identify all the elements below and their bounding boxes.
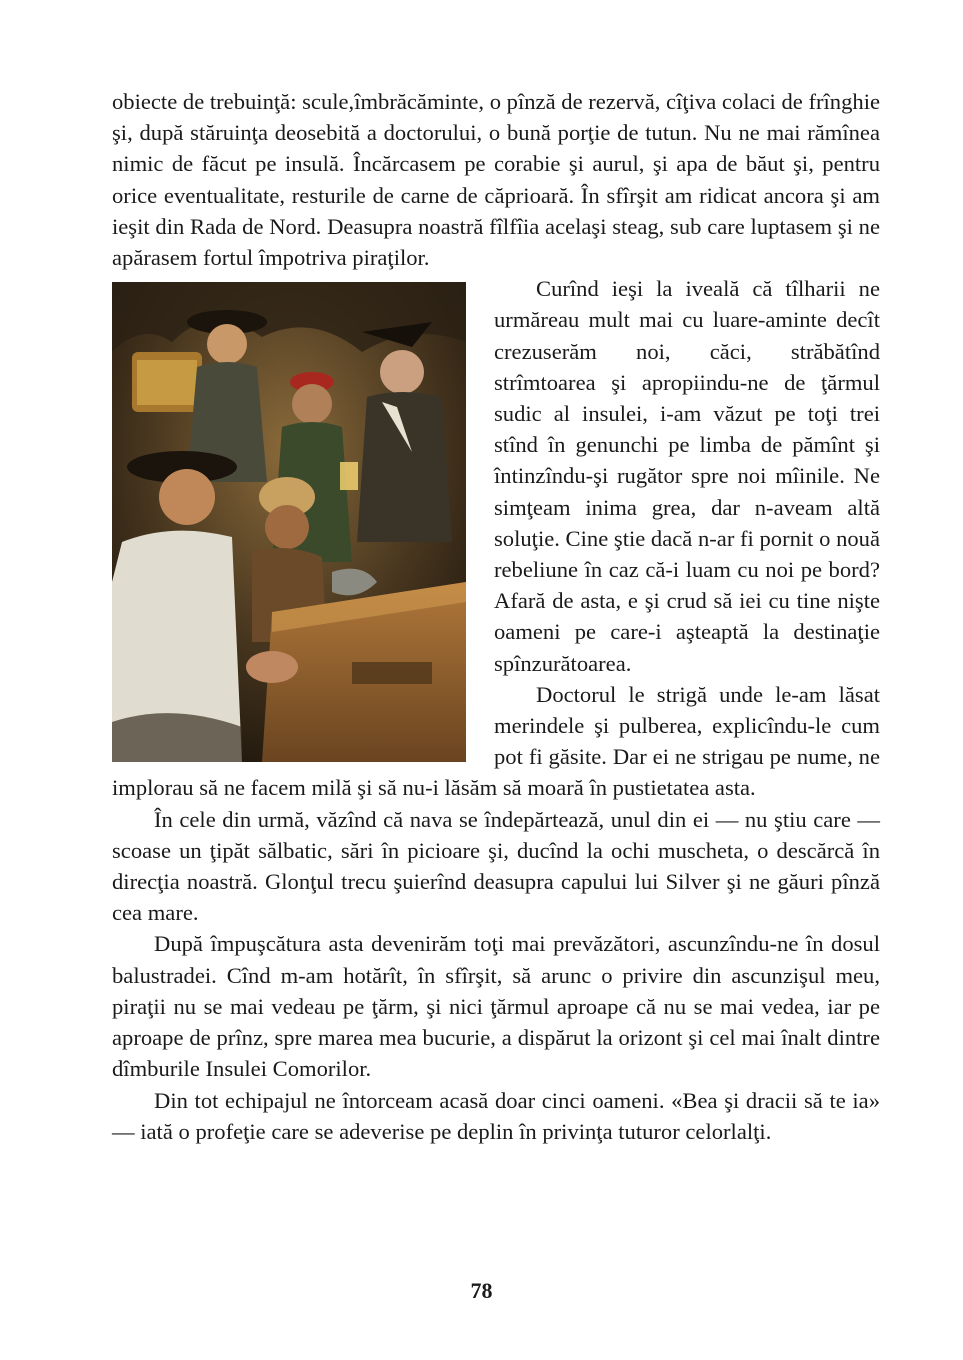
paragraph-3: Doctorul le strigă unde le-am lăsat merindele şi pulberea, explicîndu-le cum pot fi găsite. Dar ei ne strigau pe nume, ne implorau să ne facem milă şi să nu-i lăsăm să moară în pustietatea asta. (112, 681, 880, 801)
paragraph-4: În cele din urmă, văzînd că nava se îndepărtează, unul din ei — nu ştiu care — scoase un ţipăt sălbatic, sări în picioare şi, ducînd la ochi muscheta, o descărcă în direcţia noastră. Glonţul trecu şuierînd deasupra capului lui Silver şi ne găuri pînză cea mare. (112, 806, 880, 926)
paragraph-1: obiecte de trebuinţă: scule,îmbrăcăminte, o pînză de rezervă, cîţiva colaci de frînghie şi, după stăruinţa deosebită a doctorului, o bună porţie de tutun. Nu ne mai rămînea nimic de făcut pe insulă. Încărcasem pe corabie şi aurul, şi apa de băut şi, pentru orice eventualitate, resturile de carne de căprioară. În sfîrşit am ridicat ancora şi am ieşit din Rada de Nord. Deasupra noastră fîlfîia acelaşi steag, sub care luptasem şi ne apărasem fortul împotriva piraţilor. (112, 89, 880, 271)
body-text (112, 86, 880, 1147)
paragraph-5: După împuşcătura asta devenirăm toţi mai prevăzători, ascunzîndu-ne în dosul balustradei. Cînd m-am hotărît, în sfîrşit, să arunc o privire din ascunzişul meu, piraţii nu se mai vedeau pe ţărm, şi nici ţărmul aproape că nu se mai vedea, iar pe aproape de prînz, spre marea mea bucurie, a dispărut la orizont şi cel mai înalt dintre dîmburile Insulei Comorilor. (112, 931, 880, 1082)
page-number: 78 (470, 1278, 493, 1303)
paragraph-2: Curînd ieşi la iveală că tîlharii ne urmăreau mult mai cu luare-aminte decît crezuserăm noi, căci, străbătînd strîmtoarea şi apropiindu-ne de ţărmul sudic al insulei, i-am văzut pe toţi trei stînd în genunchi pe limba de pămînt şi întinzîndu-şi rugător spre noi mîinile. Ne simţeam inima grea, dar n-aveam altă soluţie. Cine ştie dacă n-ar fi pornit o nouă rebeliune în caz că-i luam cu noi pe bord? Afară de asta, e şi crud să iei cu tine nişte oameni pe care-i aşteaptă la destinaţie spînzurătoarea. (494, 276, 880, 676)
paragraph-6: Din tot echipajul ne întorceam acasă doar cinci oameni. «Bea şi dracii să te ia» — iată o profeţie care se adeverise pe deplin în privinţa tuturor celorlalţi. (112, 1087, 880, 1144)
pirates-treasure-illustration (112, 282, 466, 762)
